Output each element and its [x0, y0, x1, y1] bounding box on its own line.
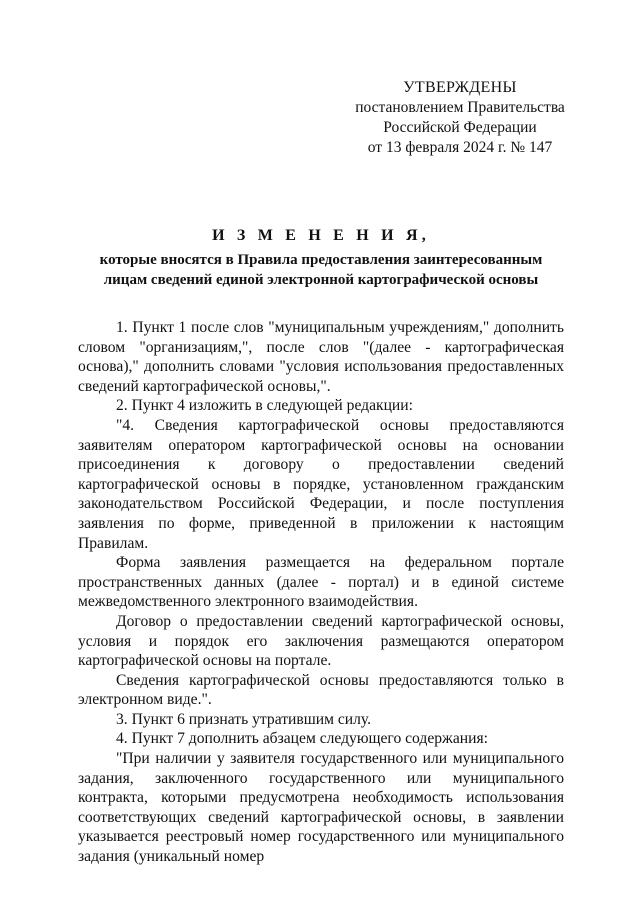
paragraph-3: "4. Сведения картографической основы предоставляются заявителям оператором картографической основы на основании присоединения к договору о предоставлении сведений картографической основы в порядке, установленном гражданским законодательством Российской Федерации, и после поступления заявления по форме, приведенной в приложении к настоящим Правилам. [78, 416, 564, 552]
approval-line-1: постановлением Правительства [355, 99, 565, 116]
heading-subtitle-line-2: лицам сведений единой электронной картографической основы [103, 272, 539, 288]
document-heading [78, 226, 564, 290]
paragraph-9: "При наличии у заявителя государственного или муниципального задания, заключенного государственного или муниципального контракта, которыми предусмотрена необходимость использования соответствующих сведений картографической основы, в заявлении указывается реестровый номер государственного или муниципального задания (уникальный номер [78, 750, 564, 866]
approval-line-2: Российской Федерации [383, 119, 537, 136]
paragraph-8: 4. Пункт 7 дополнить абзацем следующего содержания: [116, 730, 488, 748]
document-body [78, 318, 564, 867]
approval-line-3: от 13 февраля 2024 г. № 147 [367, 139, 553, 156]
paragraph-5: Договор о предоставлении сведений картографической основы, условия и порядок его заключения размещаются оператором картографической основы на портале. [78, 612, 564, 670]
approval-block [330, 78, 590, 158]
paragraph-2: 2. Пункт 4 изложить в следующей редакции: [116, 397, 413, 415]
heading-subtitle [78, 250, 564, 290]
paragraph-4: Форма заявления размещается на федеральном портале пространственных данных (далее - портал) и в единой системе межведомственного электронного взаимодействия. [78, 554, 564, 611]
heading-title: И З М Е Н Е Н И Я, [212, 227, 430, 244]
paragraph-7: 3. Пункт 6 признать утратившим силу. [116, 710, 372, 728]
approval-title: УТВЕРЖДЕНЫ [403, 79, 517, 96]
paragraph-1: 1. Пункт 1 после слов "муниципальным учреждениям," дополнить словом "организациям,", после слов "(далее - картографическая основа)," дополнить словами "условия использования предоставленных сведений картографической основы,". [78, 319, 564, 395]
paragraph-6: Сведения картографической основы предоставляются только в электронном виде.". [78, 671, 564, 709]
heading-subtitle-line-1: которые вносятся в Правила предоставления заинтересованным [99, 252, 543, 268]
